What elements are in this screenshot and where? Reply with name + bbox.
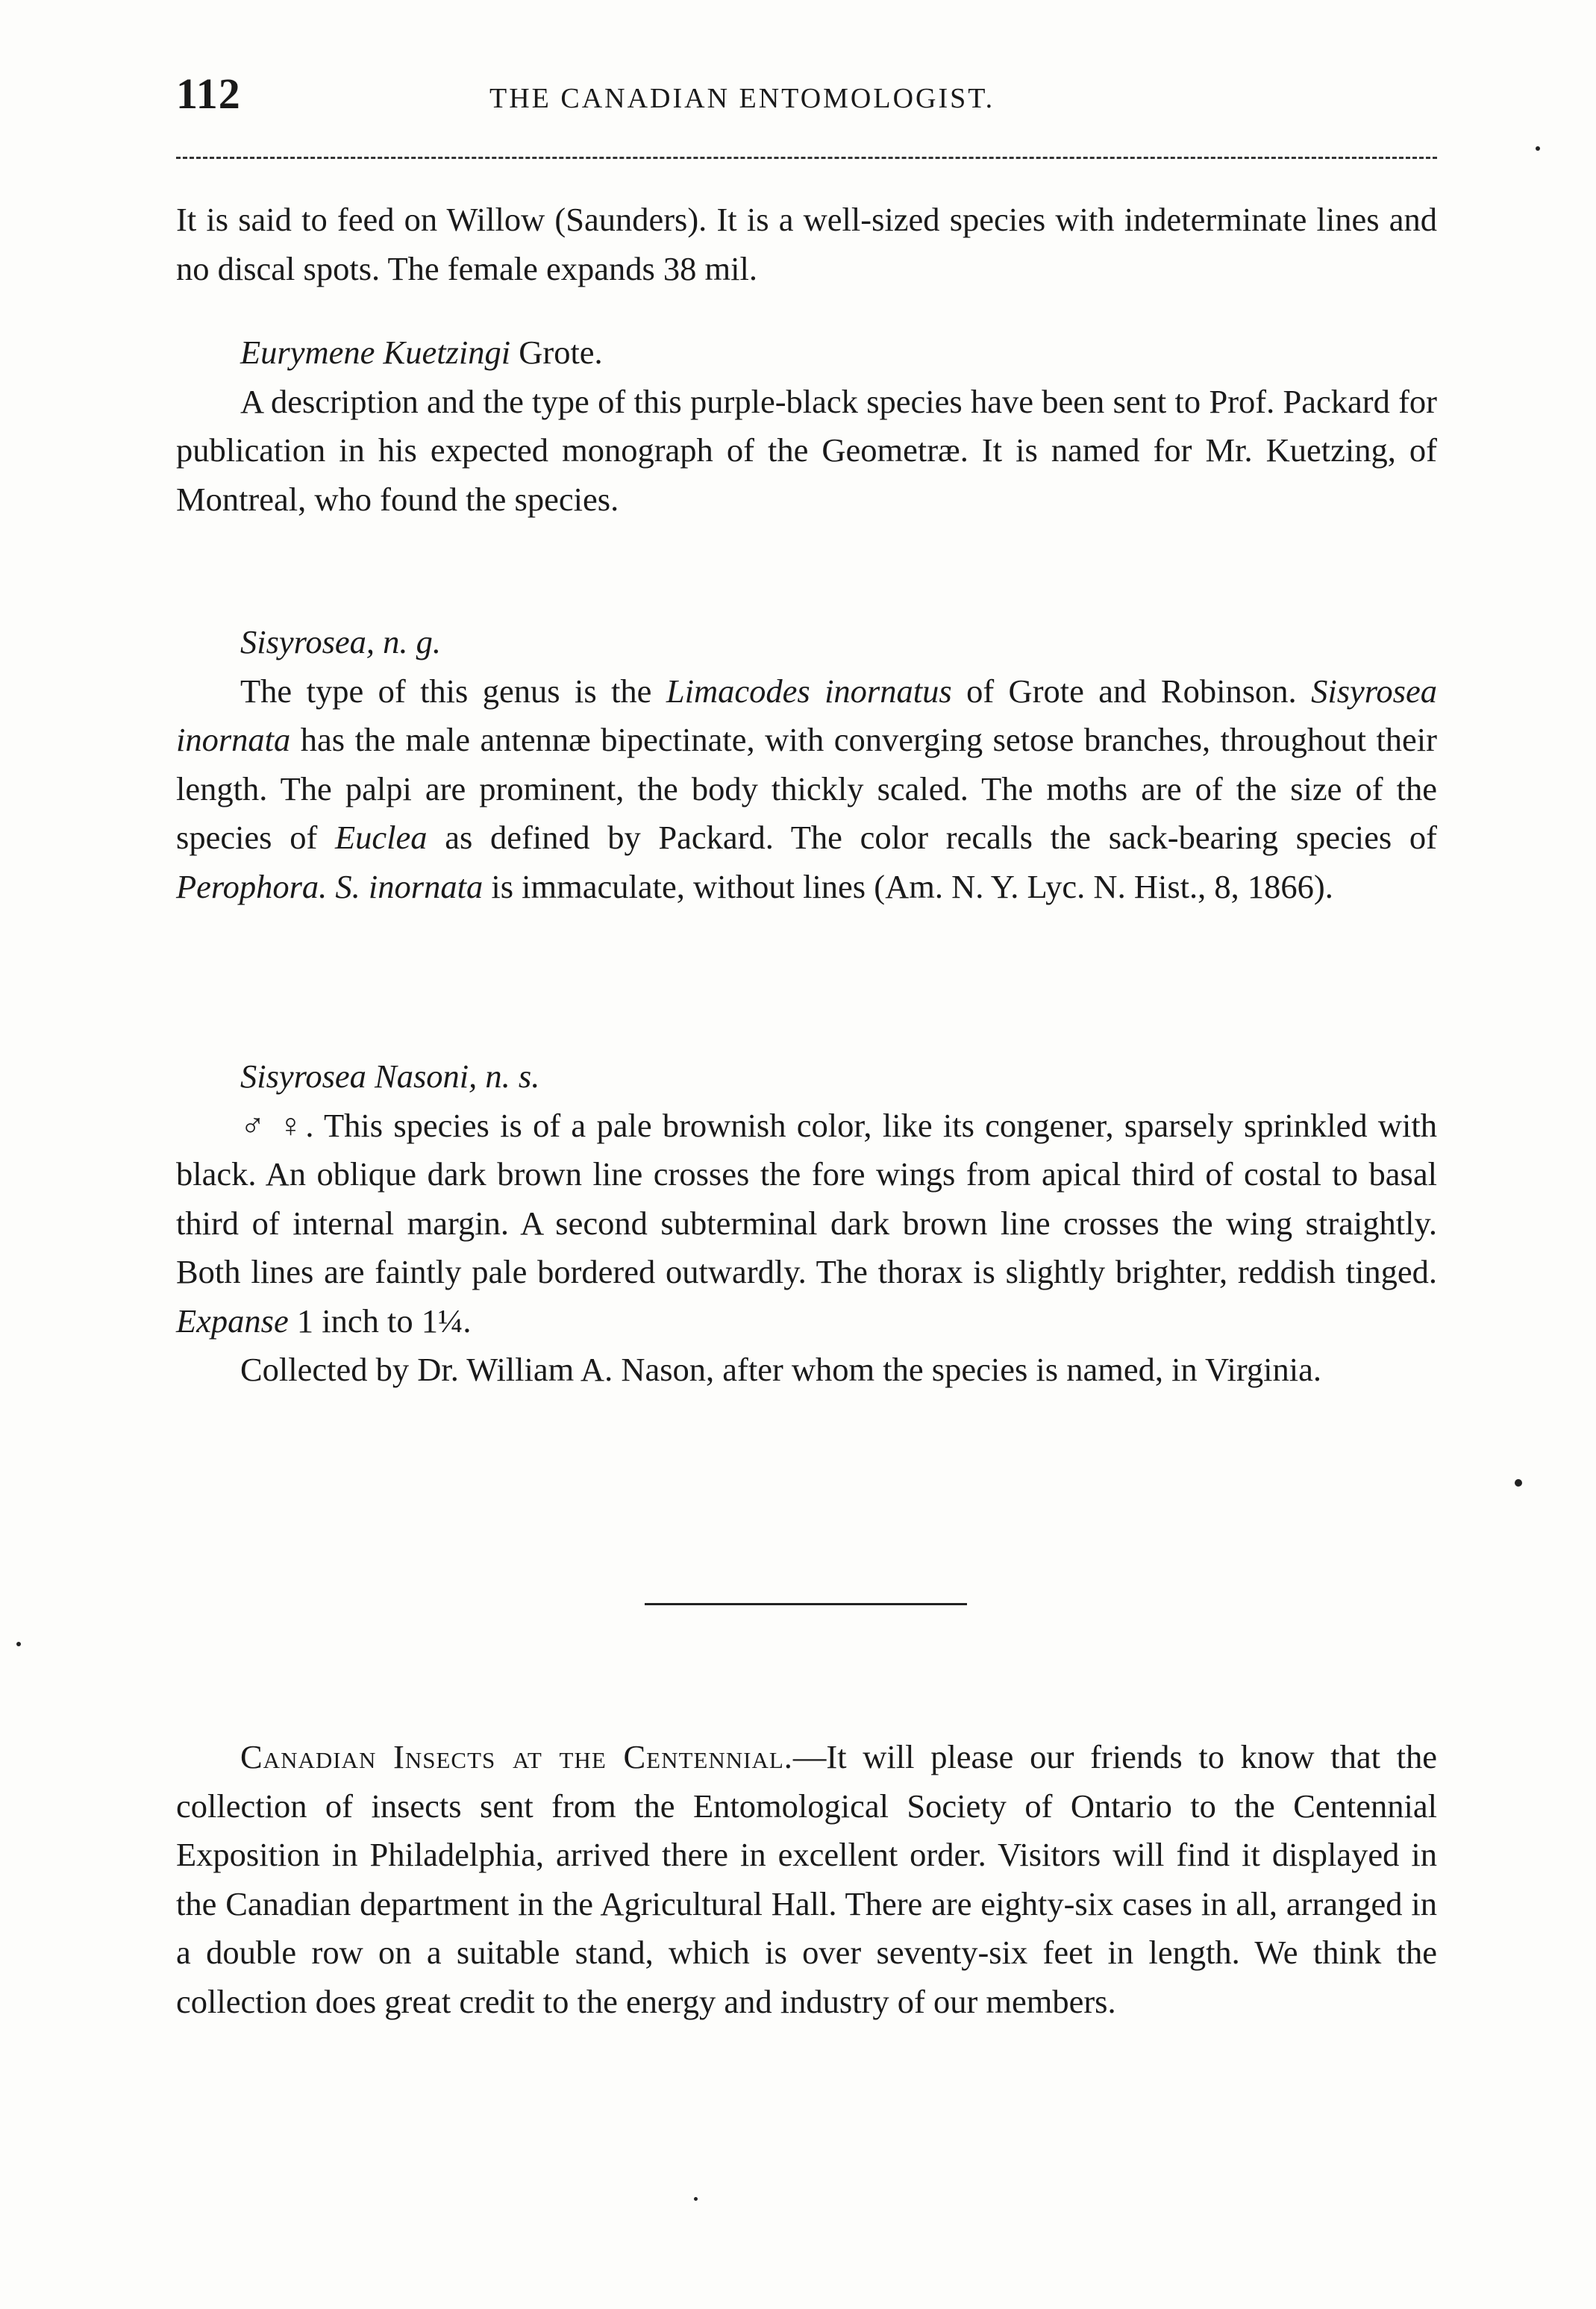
- paragraph-willow-text: It is said to feed on Willow (Saunders). It is a well-sized species with indeterminate lines and no discal spots. The female expands 38 mil.: [176, 201, 1437, 287]
- nasoni-collected: Collected by Dr. William A. Nason, after whom the species is named, in Virginia.: [240, 1351, 1321, 1388]
- sex-symbols: ♂ ♀.: [240, 1106, 314, 1144]
- eurymene-heading: [176, 328, 1437, 378]
- scan-speck: [1515, 1479, 1522, 1487]
- sisyrosea-text-1: The type of this genus is the: [240, 672, 666, 710]
- section-eurymene: [176, 328, 1437, 524]
- sisyrosea-italic-limacodes: Limacodes inornatus: [666, 672, 952, 710]
- section-centennial: [176, 1733, 1437, 2026]
- header-rule: [176, 157, 1437, 159]
- nasoni-italic-expanse: Expanse: [176, 1302, 289, 1340]
- nasoni-text-1: This species is of a pale brownish color, like its congener, sparsely sprinkled with black. An oblique dark brown line crosses the fore wings from apical third of costal to basal third of internal margin. A second subterminal dark brown line crosses the wing straightly. Both lines are faintly pale bordered outwardly. The thorax is slightly brighter, reddish tinged.: [176, 1106, 1437, 1290]
- centennial-title: Canadian Insects at the Centennial.: [240, 1738, 793, 1775]
- eurymene-heading-author: Grote.: [510, 334, 603, 371]
- sisyrosea-text: [176, 667, 1437, 912]
- sisyrosea-text-6: is immaculate, without lines (Am. N. Y. Lyc. N. Hist., 8, 1866).: [483, 867, 1333, 905]
- sisyrosea-italic-s-inornata: S. inornata: [335, 867, 484, 905]
- sisyrosea-text-2: of Grote and Robinson.: [951, 672, 1312, 710]
- nasoni-text-2: 1 inch to 1¼.: [288, 1302, 472, 1340]
- section-nasoni: [176, 1052, 1437, 1395]
- sisyrosea-text-4: as defined by Packard. The color recalls the sack-bearing species of: [427, 819, 1438, 856]
- sisyrosea-text-5: [327, 868, 335, 905]
- centennial-paragraph: [176, 1733, 1437, 2026]
- page-header: [176, 69, 1437, 128]
- sisyrosea-heading: Sisyrosea, n. g.: [240, 623, 442, 660]
- scan-speck: [16, 1642, 21, 1646]
- centennial-text: —It will please our friends to know that the collection of insects sent from the Entomological Society of Ontario to the Centennial Exposition in Philadelphia, arrived there in excellent order. Visitors will find it displayed in the Canadian department in the Agricultural Hall. There are eighty-six cases in all, arranged in a double row on a suitable stand, which is over seventy-six feet in length. We think the collection does great credit to the energy and industry of our members.: [176, 1738, 1438, 2020]
- eurymene-text: A description and the type of this purple-black species have been sent to Prof. Packard for publication in his expected monograph of the Geometræ. It is named for Mr. Kuetzing, of Montreal, who found the species.: [176, 382, 1437, 518]
- sisyrosea-italic-perophora: Perophora.: [176, 867, 328, 905]
- sisyrosea-italic-inornata: Sisyrosea inornata: [176, 672, 1437, 758]
- running-head: THE CANADIAN ENTOMOLOGIST.: [489, 83, 995, 114]
- eurymene-heading-name: Eurymene Kuetzingi: [240, 334, 511, 371]
- paragraph-willow: [176, 196, 1437, 293]
- section-sisyrosea: [176, 618, 1437, 911]
- scan-speck: [1536, 146, 1540, 151]
- sisyrosea-text-3: has the male antennæ bipectinate, with converging setose branches, throughout their length. The palpi are prominent, the body thickly scaled. The moths are of the size of the species of: [176, 721, 1437, 856]
- sisyrosea-italic-euclea: Euclea: [335, 819, 428, 856]
- nasoni-description: [176, 1102, 1437, 1346]
- nasoni-heading: Sisyrosea Nasoni, n. s.: [240, 1057, 540, 1095]
- scan-speck: [694, 2197, 698, 2201]
- page-number: 112: [176, 69, 241, 118]
- section-divider: [645, 1603, 967, 1605]
